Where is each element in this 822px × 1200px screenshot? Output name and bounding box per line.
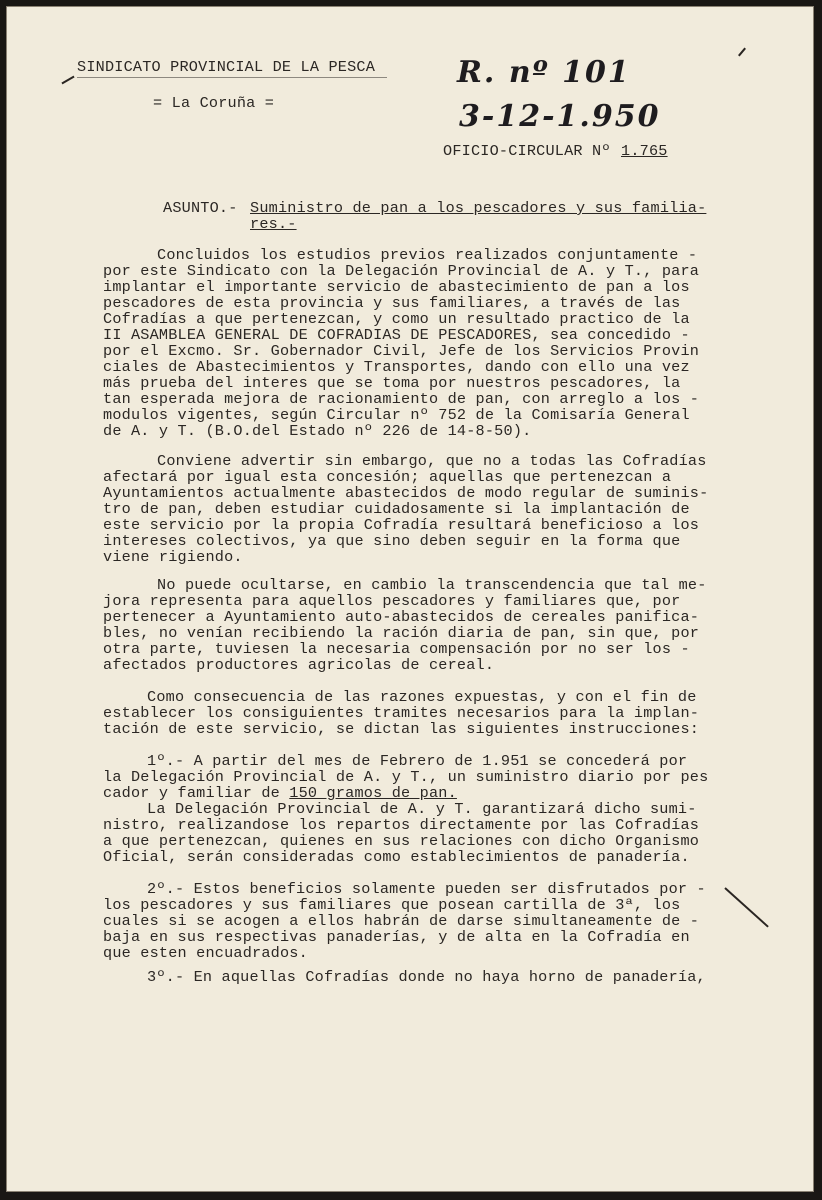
city-name: = La Coruña =: [153, 94, 275, 112]
ink-corner-mark: [738, 48, 746, 57]
paragraph-3-line: pertenecer a Ayuntamiento auto-abastecidos de cereales panifica-: [103, 608, 700, 626]
instruction-1-line: Oficial, serán consideradas como establecimientos de panadería.: [103, 848, 690, 866]
paragraph-1-line: implantar el importante servicio de abastecimiento de pan a los: [103, 278, 690, 296]
document-page: [6, 6, 814, 1192]
instruction-2-line: cuales si se acogen a ellos habrán de darse simultaneamente de -: [103, 912, 700, 930]
paragraph-3-line: No puede ocultarse, en cambio la transcendencia que tal me-: [157, 576, 707, 594]
paragraph-1-line: modulos vigentes, según Circular nº 752 de la Comisaría General: [103, 406, 690, 424]
circular-label: OFICIO-CIRCULAR Nº: [443, 142, 611, 160]
instruction-2-line: los pescadores y sus familiares que posean cartilla de 3ª, los: [103, 896, 681, 914]
instruction-1-line: [103, 785, 457, 801]
paragraph-2-line: tro de pan, deben estudiar cuidadosamente si la implantación de: [103, 500, 690, 518]
paragraph-3-line: bles, no venían recibiendo la ración diaria de pan, sin que, por: [103, 624, 700, 642]
handwritten-reference: R. nº 101: [457, 55, 631, 90]
paragraph-3-line: otra parte, tuviesen la necesaria compensación por no ser los -: [103, 640, 690, 658]
paragraph-1-line: II ASAMBLEA GENERAL DE COFRADIAS DE PESCADORES, sea concedido -: [103, 326, 690, 344]
paragraph-2-line: viene rigiendo.: [103, 548, 243, 566]
instruction-1-text: cador y familiar de: [103, 784, 290, 802]
instruction-1-line: a que pertenezcan, quienes en sus relaciones con dicho Organismo: [103, 832, 700, 850]
paragraph-1-line: Cofradías a que pertenezcan, y como un resultado practico de la: [103, 310, 690, 328]
handwritten-date: 3-12-1.950: [459, 99, 661, 134]
paragraph-2-line: este servicio por la propia Cofradía resultará beneficioso a los: [103, 516, 700, 534]
ink-slash-mark: [724, 887, 768, 927]
subject-label: ASUNTO.-: [163, 199, 238, 217]
paragraph-2-line: afectará por igual esta concesión; aquellas que pertenezcan a: [103, 468, 672, 486]
instruction-3-line: 3º.- En aquellas Cofradías donde no haya horno de panadería,: [147, 968, 706, 986]
circular-number: 1.765: [621, 142, 668, 160]
paragraph-1-line: por el Excmo. Sr. Gobernador Civil, Jefe de los Servicios Provin: [103, 342, 700, 360]
paragraph-1-line: por este Sindicato con la Delegación Provincial de A. y T., para: [103, 262, 700, 280]
paragraph-2-line: Ayuntamientos actualmente abastecidos de modo regular de suminis-: [103, 484, 709, 502]
paragraph-4-line: tación de este servicio, se dictan las siguientes instrucciones:: [103, 720, 700, 738]
ink-corner-mark: [61, 76, 74, 85]
instruction-1-line: la Delegación Provincial de A. y T., un suministro diario por pes: [103, 768, 709, 786]
subject-line-2: res.-: [250, 215, 297, 233]
paragraph-2-line: intereses colectivos, ya que sino deben seguir en la forma que: [103, 532, 681, 550]
paragraph-1-line: ciales de Abastecimientos y Transportes, dando con ello una vez: [103, 358, 690, 376]
instruction-1-line: nistro, realizandose los repartos directamente por las Cofradías: [103, 816, 700, 834]
instruction-2-line: 2º.- Estos beneficios solamente pueden ser disfrutados por -: [147, 880, 706, 898]
paragraph-1-line: más prueba del interes que se toma por nuestros pescadores, la: [103, 374, 681, 392]
ink-underline-stroke: [77, 77, 387, 78]
paragraph-1-line: pescadores de esta provincia y sus familiares, a través de las: [103, 294, 681, 312]
instruction-1-line: 1º.- A partir del mes de Febrero de 1.951 se concederá por: [147, 752, 688, 770]
instruction-2-line: baja en sus respectivas panaderías, y de alta en la Cofradía en: [103, 928, 690, 946]
instruction-2-line: que esten encuadrados.: [103, 944, 308, 962]
subject-line-1: Suministro de pan a los pescadores y sus familia-: [250, 199, 707, 217]
organization-name: SINDICATO PROVINCIAL DE LA PESCA: [77, 58, 376, 76]
paragraph-3-line: afectados productores agricolas de cereal.: [103, 656, 495, 674]
paragraph-4-line: establecer los consiguientes tramites necesarios para la implan-: [103, 704, 700, 722]
paragraph-1-line: de A. y T. (B.O.del Estado nº 226 de 14-8-50).: [103, 422, 532, 440]
paragraph-1-line: tan esperada mejora de racionamiento de pan, con arreglo a los -: [103, 390, 700, 408]
paragraph-3-line: jora representa para aquellos pescadores y familiares que, por: [103, 592, 681, 610]
paragraph-2-line: Conviene advertir sin embargo, que no a todas las Cofradías: [157, 452, 707, 470]
paragraph-1-line: Concluidos los estudios previos realizados conjuntamente -: [157, 246, 698, 264]
ration-amount: 150 gramos de pan.: [289, 784, 457, 802]
instruction-1-line: La Delegación Provincial de A. y T. garantizará dicho sumi-: [147, 800, 697, 818]
paragraph-4-line: Como consecuencia de las razones expuestas, y con el fin de: [147, 688, 697, 706]
